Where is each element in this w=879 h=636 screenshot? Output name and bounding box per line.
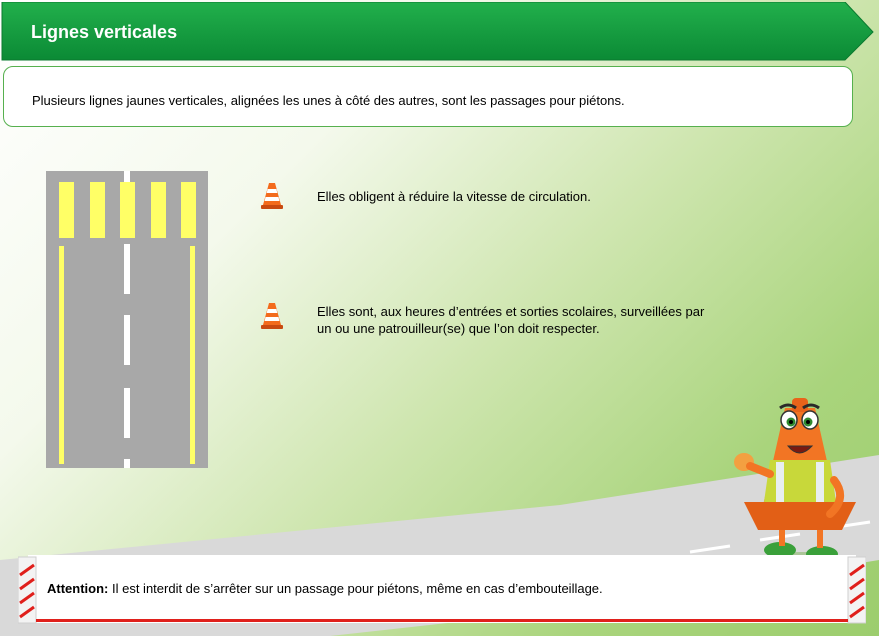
crosswalk-illustration: [46, 171, 208, 468]
attention-label: Attention:: [47, 581, 109, 596]
attention-text: [47, 581, 603, 596]
cone-mascot: [730, 390, 865, 570]
page-title: Lignes verticales: [31, 22, 178, 42]
traffic-cone-icon: [260, 301, 284, 331]
attention-message: Il est interdit de s’arrêter sur un passage pour piétons, même en cas d’embouteillage.: [108, 581, 603, 596]
bullet-text-patrol: [317, 303, 704, 337]
intro-box: [3, 66, 853, 127]
title-banner: [0, 2, 875, 62]
intro-text: Plusieurs lignes jaunes verticales, alignées les unes à côté des autres, sont les passages pour piétons.: [32, 93, 625, 108]
bullet-text-speed: Elles obligent à réduire la vitesse de circulation.: [317, 189, 591, 204]
bullet-text-line: Elles sont, aux heures d’entrées et sorties scolaires, surveillées par: [317, 304, 705, 319]
bullet-text-line: un ou une patrouilleur(se) que l’on doit respecter.: [317, 321, 600, 336]
traffic-cone-icon: [260, 181, 284, 211]
